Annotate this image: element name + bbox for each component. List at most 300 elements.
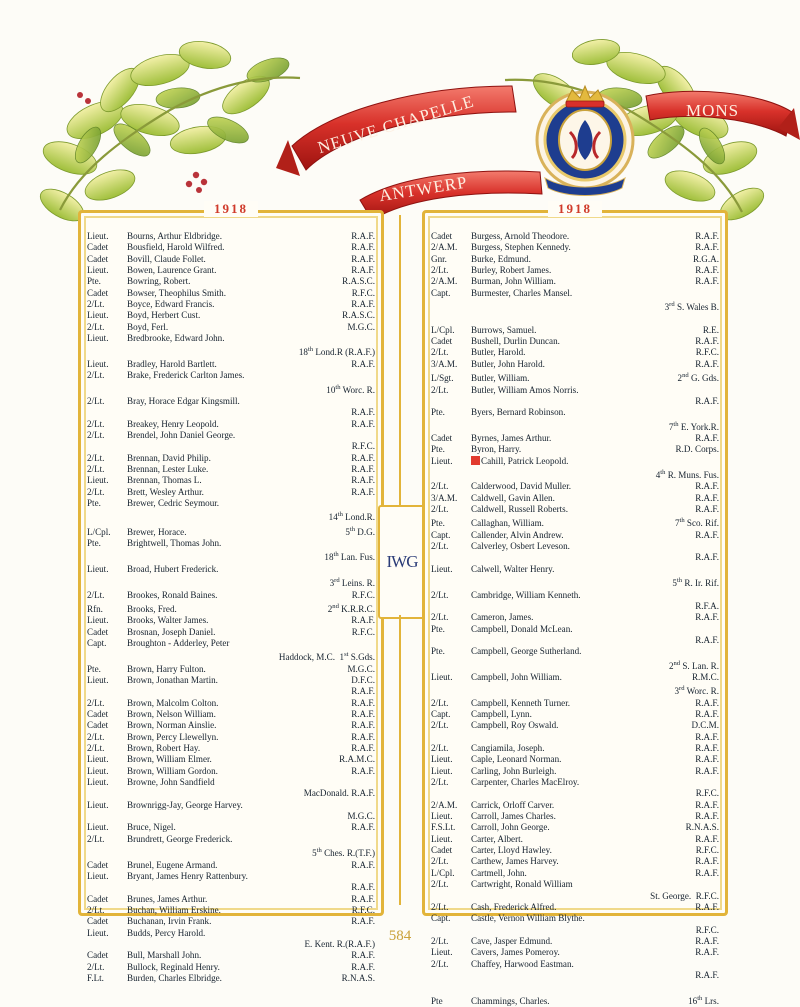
entry-unit: 3rd Leins. R. bbox=[329, 577, 375, 589]
name-entry-row bbox=[431, 868, 719, 879]
name-entry-row bbox=[87, 916, 375, 927]
entry-rank: Lieut. bbox=[431, 811, 453, 822]
entry-rank: Pte. bbox=[87, 276, 101, 287]
name-entry-row bbox=[87, 265, 375, 276]
entry-unit: R.A.F. bbox=[351, 299, 375, 310]
entry-rank: Lieut. bbox=[87, 333, 109, 344]
entry-name: Cahill, Patrick Leopold. bbox=[471, 456, 715, 467]
name-entry-row bbox=[87, 845, 375, 859]
entry-unit: 10th Worc. R. bbox=[326, 383, 375, 395]
entry-rank: 2/Lt. bbox=[87, 321, 105, 332]
entry-rank: 2/Lt. bbox=[431, 589, 449, 600]
entry-unit: R.F.C. bbox=[695, 788, 719, 799]
entry-unit: E. Kent. R.(R.A.F.) bbox=[304, 938, 375, 949]
name-entry-row bbox=[431, 575, 719, 589]
name-entry-row bbox=[87, 627, 375, 638]
entry-unit: R.E. bbox=[702, 324, 719, 335]
name-entry-row bbox=[431, 646, 719, 657]
name-entry-row bbox=[87, 564, 375, 575]
entry-rank: Pte. bbox=[431, 646, 445, 657]
entry-name: Burrows, Samuel. bbox=[471, 324, 537, 335]
entry-name: Chaffey, Harwood Eastman. bbox=[471, 958, 574, 969]
entry-unit: R.A.F. bbox=[695, 799, 719, 810]
name-entry-row bbox=[431, 456, 719, 467]
name-entry-row bbox=[431, 515, 719, 529]
name-entry-row bbox=[87, 649, 375, 663]
entry-name: Butler, William. bbox=[471, 373, 530, 384]
entry-name: Bull, Marshall John. bbox=[127, 950, 202, 961]
entry-unit: R.A.F. bbox=[695, 504, 719, 515]
entry-name: Boyd, Ferl. bbox=[127, 321, 169, 332]
entry-name: Cangiamila, Joseph. bbox=[471, 743, 545, 754]
entry-rank: 2/Lt. bbox=[431, 347, 449, 358]
entry-name: Campbell, Donald McLean. bbox=[471, 623, 573, 634]
entry-unit: R.A.F. bbox=[695, 811, 719, 822]
name-entry-row bbox=[87, 664, 375, 675]
entry-unit: R.F.C. bbox=[695, 924, 719, 935]
entry-unit: 18th Lan. Fus. bbox=[324, 551, 375, 563]
name-entry-row bbox=[431, 777, 719, 788]
name-entry-row bbox=[87, 464, 375, 475]
entry-unit: R.A.F. bbox=[695, 935, 719, 946]
entry-rank: Lieut. bbox=[431, 833, 453, 844]
entry-rank: Cadet bbox=[87, 242, 109, 253]
entry-unit: R.A.F. bbox=[351, 231, 375, 241]
name-entry-row bbox=[87, 524, 375, 538]
name-entry-row bbox=[431, 433, 719, 444]
entry-unit: R.A.F. bbox=[351, 475, 375, 486]
name-entry-row bbox=[431, 231, 719, 242]
entry-unit: 5th R. Ir. Rif. bbox=[672, 577, 719, 589]
name-entry-row bbox=[87, 766, 375, 777]
entry-unit: R.A.F. bbox=[351, 859, 375, 870]
entry-rank: Cadet bbox=[87, 916, 109, 927]
name-entry-row bbox=[87, 834, 375, 845]
entry-rank: 2/Lt. bbox=[431, 541, 449, 552]
entry-name: Burmester, Charles Mansel. bbox=[471, 287, 573, 298]
name-entry-row bbox=[431, 444, 719, 455]
name-entry-row bbox=[87, 601, 375, 615]
name-entry-row bbox=[87, 231, 375, 242]
entry-rank: Pte. bbox=[87, 497, 101, 508]
entry-unit: R.A.F. bbox=[351, 720, 375, 731]
name-entry-row bbox=[87, 344, 375, 358]
ribbon-neuve-chapelle bbox=[276, 86, 516, 176]
entry-rank: 2/A.M. bbox=[431, 799, 458, 810]
entry-unit: R.A.F. bbox=[351, 418, 375, 429]
entry-rank: 2/Lt. bbox=[87, 486, 105, 497]
entry-rank: Cadet bbox=[87, 893, 109, 904]
entry-unit: R.A.F. bbox=[695, 395, 719, 406]
entry-unit: R.A.F. bbox=[351, 882, 375, 893]
entry-rank: Cadet bbox=[431, 845, 453, 856]
name-entry-row bbox=[87, 788, 375, 799]
name-entry-row bbox=[431, 254, 719, 265]
name-entry-row bbox=[431, 467, 719, 481]
entry-rank: Lieut. bbox=[87, 765, 109, 776]
name-entry-row bbox=[87, 871, 375, 882]
name-entry-row bbox=[431, 242, 719, 253]
entry-name: Brendel, John Daniel George. bbox=[127, 429, 236, 440]
entry-unit: R.A.F. bbox=[695, 901, 719, 912]
entry-rank: F.Lt. bbox=[87, 972, 104, 983]
entry-name: Bryant, James Henry Rattenbury. bbox=[127, 870, 248, 881]
entry-unit: R.F.C. bbox=[695, 347, 719, 358]
entry-rank: 2/Lt. bbox=[431, 481, 449, 492]
name-entry-row bbox=[87, 709, 375, 720]
entry-name: Campbell, George Sutherland. bbox=[471, 646, 582, 657]
entry-rank: 2/Lt. bbox=[431, 879, 449, 890]
entry-unit: R.A.F. bbox=[351, 743, 375, 754]
name-entry-row bbox=[87, 811, 375, 822]
name-entry-row bbox=[431, 902, 719, 913]
name-entry-row bbox=[431, 541, 719, 552]
entry-name: Brown, William Elmer. bbox=[127, 754, 212, 765]
entry-unit: R.A.F. bbox=[351, 893, 375, 904]
entry-rank: L/Cpl. bbox=[87, 526, 111, 537]
entry-rank: 3/A.M. bbox=[431, 358, 458, 369]
entry-rank: Capt. bbox=[87, 637, 107, 648]
entry-name: Campbell, John William. bbox=[471, 671, 562, 682]
names-list-right bbox=[431, 231, 719, 1006]
name-entry-row bbox=[87, 370, 375, 381]
entry-name: Brennan, Lester Luke. bbox=[127, 463, 209, 474]
entry-name: Carter, Albert. bbox=[471, 833, 523, 844]
name-entry-row bbox=[87, 950, 375, 961]
entry-name: Cartwright, Ronald William bbox=[471, 879, 573, 890]
entry-rank: Capt. bbox=[431, 913, 451, 924]
entry-name: Broughton - Adderley, Peter bbox=[127, 637, 230, 648]
name-entry-row bbox=[87, 590, 375, 601]
oak-leaves-left bbox=[35, 38, 292, 228]
entry-unit: R.A.F. bbox=[351, 950, 375, 961]
entry-rank: 2/Lt. bbox=[87, 833, 105, 844]
entry-rank: 2/Lt. bbox=[431, 743, 449, 754]
entry-unit: R.A.F. bbox=[351, 697, 375, 708]
entry-rank: Lieut. bbox=[87, 777, 109, 788]
entry-rank: Lieut. bbox=[87, 563, 109, 574]
entry-rank: Capt. bbox=[431, 287, 451, 298]
entry-rank: Pte. bbox=[87, 538, 101, 549]
entry-unit: R.A.F. bbox=[351, 253, 375, 264]
name-entry-row bbox=[431, 635, 719, 646]
entry-unit: R.A.F. bbox=[351, 486, 375, 497]
name-entry-row bbox=[431, 993, 719, 1007]
entry-rank: 2/Lt. bbox=[431, 697, 449, 708]
entry-rank: Pte. bbox=[87, 663, 101, 674]
entry-rank: Lieut. bbox=[87, 754, 109, 765]
name-entry-row bbox=[431, 385, 719, 396]
entry-unit: 3rd S. Wales B. bbox=[664, 301, 719, 313]
entry-rank: L/Cpl. bbox=[431, 324, 455, 335]
entry-unit: R.A.F. bbox=[695, 765, 719, 776]
entry-name: Bushell, Durlin Duncan. bbox=[471, 336, 560, 347]
name-entry-row bbox=[431, 396, 719, 407]
entry-rank: Lieut. bbox=[87, 265, 109, 276]
name-entry-row bbox=[87, 498, 375, 509]
entry-rank: 2/Lt. bbox=[87, 961, 105, 972]
entry-rank: Lieut. bbox=[87, 231, 109, 241]
entry-unit: R.A.F. bbox=[351, 686, 375, 697]
entry-rank: Lieut. bbox=[431, 455, 453, 466]
entry-rank: Gnr. bbox=[431, 253, 447, 264]
entry-name: Bovill, Claude Follet. bbox=[127, 253, 206, 264]
entry-unit: R.A.F. bbox=[695, 612, 719, 623]
name-entry-row bbox=[431, 481, 719, 492]
entry-rank: Cadet bbox=[87, 709, 109, 719]
entry-unit: R.A.F. bbox=[695, 634, 719, 645]
entry-unit: R.A.F. bbox=[695, 947, 719, 958]
entry-unit: 14th Lond.R. bbox=[328, 511, 375, 523]
name-entry-row bbox=[431, 493, 719, 504]
name-entry-row bbox=[431, 822, 719, 833]
entry-unit: R.A.F. bbox=[695, 242, 719, 253]
entry-name: Bruce, Nigel. bbox=[127, 822, 176, 833]
entry-name: Bray, Horace Edgar Kingsmill. bbox=[127, 395, 240, 406]
entry-rank: 2/Lt. bbox=[431, 504, 449, 515]
entry-name: Brunel, Eugene Armand. bbox=[127, 859, 218, 870]
entry-name: Burman, John William. bbox=[471, 276, 556, 287]
entry-unit: St. George. R.F.C. bbox=[650, 890, 719, 901]
entry-name: Brewer, Cedric Seymour. bbox=[127, 497, 220, 508]
entry-unit: M.G.C. bbox=[347, 811, 375, 822]
name-entry-row bbox=[87, 310, 375, 321]
name-entry-row bbox=[87, 720, 375, 731]
entry-unit: R.M.C. bbox=[691, 671, 719, 682]
entry-unit: MacDonald. R.A.F. bbox=[303, 788, 375, 799]
entry-rank: 2/Lt. bbox=[431, 935, 449, 946]
name-entry-row bbox=[87, 242, 375, 253]
entry-unit: Haddock, M.C. 1st S.Gds. bbox=[278, 651, 375, 663]
entry-name: Brown, Nelson William. bbox=[127, 709, 216, 719]
name-entry-row bbox=[431, 709, 719, 720]
name-entry-row bbox=[431, 720, 719, 731]
entry-unit: R.A.F. bbox=[695, 743, 719, 754]
entry-rank: Lieut. bbox=[431, 563, 453, 574]
entry-rank: 2/Lt. bbox=[87, 418, 105, 429]
entry-name: Bredbrooke, Edward John. bbox=[127, 333, 225, 344]
entry-rank: Cadet bbox=[87, 950, 109, 961]
name-entry-row bbox=[431, 530, 719, 541]
entry-rank: 2/Lt. bbox=[431, 384, 449, 395]
entry-name: Brennan, Thomas L. bbox=[127, 475, 202, 486]
name-entry-row bbox=[431, 766, 719, 777]
name-entry-row bbox=[431, 601, 719, 612]
entry-rank: Lieut. bbox=[87, 822, 109, 833]
entry-unit: R.A.F. bbox=[351, 615, 375, 626]
name-entry-row bbox=[431, 590, 719, 601]
entry-name: Buchanan, Irvin Frank. bbox=[127, 916, 212, 927]
name-entry-row bbox=[87, 575, 375, 589]
name-entry-row bbox=[87, 962, 375, 973]
entry-unit: M.G.C. bbox=[347, 321, 375, 332]
name-entry-row bbox=[87, 743, 375, 754]
entry-name: Browne, John Sandfield bbox=[127, 777, 215, 788]
entry-name: Cavers, James Pomeroy. bbox=[471, 947, 560, 958]
name-entry-row bbox=[431, 856, 719, 867]
name-entry-row bbox=[87, 905, 375, 916]
name-entry-row bbox=[87, 754, 375, 765]
entry-unit: R.A.F. bbox=[695, 867, 719, 878]
entry-rank: Pte. bbox=[431, 407, 445, 418]
entry-unit: R.A.F. bbox=[351, 731, 375, 742]
name-entry-row bbox=[431, 299, 719, 313]
name-entry-row bbox=[87, 359, 375, 370]
entry-rank: Lieut. bbox=[87, 870, 109, 881]
entry-unit: R.A.F. bbox=[695, 697, 719, 708]
entry-name: Bowser, Theophilus Smith. bbox=[127, 287, 226, 298]
entry-rank: Pte. bbox=[431, 623, 445, 634]
name-entry-row bbox=[431, 359, 719, 370]
name-entry-row bbox=[87, 288, 375, 299]
entry-unit: R.A.F. bbox=[351, 916, 375, 927]
entry-rank: Capt. bbox=[431, 529, 451, 540]
panel-year-right: 1918 bbox=[548, 201, 602, 217]
entry-unit: R.A.F. bbox=[695, 754, 719, 765]
entry-name: Carthew, James Harvey. bbox=[471, 856, 559, 867]
name-entry-row bbox=[431, 288, 719, 299]
page-number: 584 bbox=[388, 928, 412, 944]
entry-unit: R.A.F. bbox=[695, 336, 719, 347]
entry-unit: R.N.A.S. bbox=[685, 822, 719, 833]
entry-name: Burley, Robert James. bbox=[471, 265, 552, 276]
entry-unit: R.F.C. bbox=[695, 845, 719, 856]
entry-unit: R.A.F. bbox=[351, 407, 375, 418]
name-entry-row bbox=[431, 276, 719, 287]
entry-unit: R.A.F. bbox=[695, 481, 719, 492]
name-entry-row bbox=[431, 970, 719, 981]
entry-rank: Cadet bbox=[87, 253, 109, 264]
entry-rank: Cadet bbox=[431, 432, 453, 443]
entry-unit: R.A.F. bbox=[351, 709, 375, 719]
entry-unit: R.A.F. bbox=[351, 765, 375, 776]
names-panel-left bbox=[78, 201, 384, 983]
entry-unit: R.F.C. bbox=[351, 287, 375, 298]
entry-name: Boyce, Edward Francis. bbox=[127, 299, 215, 310]
name-entry-row bbox=[431, 552, 719, 563]
entry-unit: R.F.C. bbox=[351, 589, 375, 600]
entry-rank: Lieut. bbox=[87, 310, 109, 321]
entry-name: Brown, Robert Hay. bbox=[127, 743, 201, 754]
entry-name: Brooks, Fred. bbox=[127, 603, 177, 614]
entry-name: Brett, Wesley Arthur. bbox=[127, 486, 204, 497]
names-list-left bbox=[87, 231, 375, 983]
entry-name: Burgess, Stephen Kennedy. bbox=[471, 242, 571, 253]
name-entry-row bbox=[431, 347, 719, 358]
name-entry-row bbox=[87, 407, 375, 418]
entry-rank: 2/A.M. bbox=[431, 242, 458, 253]
name-entry-row bbox=[87, 800, 375, 811]
entry-rank: 2/Lt. bbox=[87, 370, 105, 381]
name-entry-row bbox=[87, 430, 375, 441]
entry-unit: R.G.A. bbox=[692, 253, 719, 264]
name-entry-row bbox=[431, 732, 719, 743]
name-entry-row bbox=[87, 475, 375, 486]
name-entry-row bbox=[431, 913, 719, 924]
entry-unit: R.A.F. bbox=[695, 265, 719, 276]
name-entry-row bbox=[87, 973, 375, 984]
entry-name: Brightwell, Thomas John. bbox=[127, 538, 222, 549]
entry-name: Calwell, Walter Henry. bbox=[471, 563, 555, 574]
entry-name: Castle, Vernon William Blythe. bbox=[471, 913, 585, 924]
entry-rank: F.S.Lt. bbox=[431, 822, 456, 833]
center-rule-bottom bbox=[399, 615, 401, 905]
entry-name: Boyd, Herbert Cust. bbox=[127, 310, 201, 321]
entry-name: Carling, John Burleigh. bbox=[471, 765, 557, 776]
name-entry-row bbox=[87, 686, 375, 697]
entry-rank: Lieut. bbox=[431, 754, 453, 765]
entry-rank: Capt. bbox=[431, 709, 451, 719]
entry-rank: Lieut. bbox=[87, 475, 109, 486]
entry-rank: Cadet bbox=[431, 336, 453, 347]
entry-name: Chammings, Charles. bbox=[471, 995, 550, 1006]
name-entry-row bbox=[431, 959, 719, 970]
decorative-wreath-header bbox=[0, 0, 800, 215]
entry-name: Bowring, Robert. bbox=[127, 276, 191, 287]
entry-unit: R.A.F. bbox=[695, 529, 719, 540]
entry-name: Bullock, Reginald Henry. bbox=[127, 961, 220, 972]
entry-name: Broad, Hubert Frederick. bbox=[127, 563, 219, 574]
name-entry-row bbox=[87, 860, 375, 871]
entry-rank: Pte bbox=[431, 995, 443, 1006]
entry-unit: R.A.F. bbox=[695, 552, 719, 563]
entry-rank: 3/A.M. bbox=[431, 492, 458, 503]
entry-rank: 2/Lt. bbox=[87, 463, 105, 474]
entry-name: Campbell, Kenneth Turner. bbox=[471, 697, 571, 708]
entry-unit: R.F.A. bbox=[695, 600, 719, 611]
entry-name: Brunes, James Arthur. bbox=[127, 893, 208, 904]
entry-rank: Lieut. bbox=[87, 674, 109, 685]
name-entry-row bbox=[87, 538, 375, 549]
name-entry-row bbox=[87, 732, 375, 743]
entry-unit: R.A.F. bbox=[695, 231, 719, 241]
entry-rank: Lieut. bbox=[87, 799, 109, 810]
entry-name: Bradley, Harold Bartlett. bbox=[127, 358, 217, 369]
entry-unit: 3rd Worc. R. bbox=[674, 685, 719, 697]
entry-unit: R.A.F. bbox=[351, 452, 375, 463]
entry-unit: 16th Lrs. bbox=[688, 994, 719, 1006]
entry-unit: 4th R. Muns. Fus. bbox=[655, 468, 719, 480]
entry-name: Brennan, David Philip. bbox=[127, 452, 211, 463]
entry-name: Brown, Harry Fulton. bbox=[127, 663, 206, 674]
entry-unit: R.F.C. bbox=[351, 441, 375, 452]
entry-name: Brookes, Ronald Baines. bbox=[127, 589, 218, 600]
entry-unit: R.A.F. bbox=[695, 731, 719, 742]
entry-name: Bowen, Laurence Grant. bbox=[127, 265, 217, 276]
entry-name: Brown, Percy Llewellyn. bbox=[127, 731, 219, 742]
entry-unit: 5th D.G. bbox=[345, 525, 375, 537]
entry-unit: D.C.M. bbox=[691, 720, 719, 731]
entry-name: Cash, Frederick Alfred. bbox=[471, 901, 557, 912]
entry-name: Bousfield, Harold Wilfred. bbox=[127, 242, 225, 253]
entry-name: Carroll, John George. bbox=[471, 822, 550, 833]
entry-name: Caldwell, Russell Roberts. bbox=[471, 504, 568, 515]
name-entry-row bbox=[431, 504, 719, 515]
entry-name: Breakey, Henry Leopold. bbox=[127, 418, 219, 429]
center-rule-top bbox=[399, 215, 401, 505]
name-entry-row bbox=[87, 894, 375, 905]
name-entry-row bbox=[87, 333, 375, 344]
entry-unit: R.A.F. bbox=[351, 242, 375, 253]
entry-name: Brosnan, Joseph Daniel. bbox=[127, 626, 216, 637]
name-entry-row bbox=[431, 624, 719, 635]
entry-unit: 7th Sco. Rif. bbox=[674, 517, 719, 529]
entry-rank: 2/Lt. bbox=[431, 720, 449, 731]
name-entry-row bbox=[431, 612, 719, 623]
entry-name: Byers, Bernard Robinson. bbox=[471, 407, 566, 418]
entry-rank: 2/Lt. bbox=[87, 395, 105, 406]
name-entry-row bbox=[87, 441, 375, 452]
